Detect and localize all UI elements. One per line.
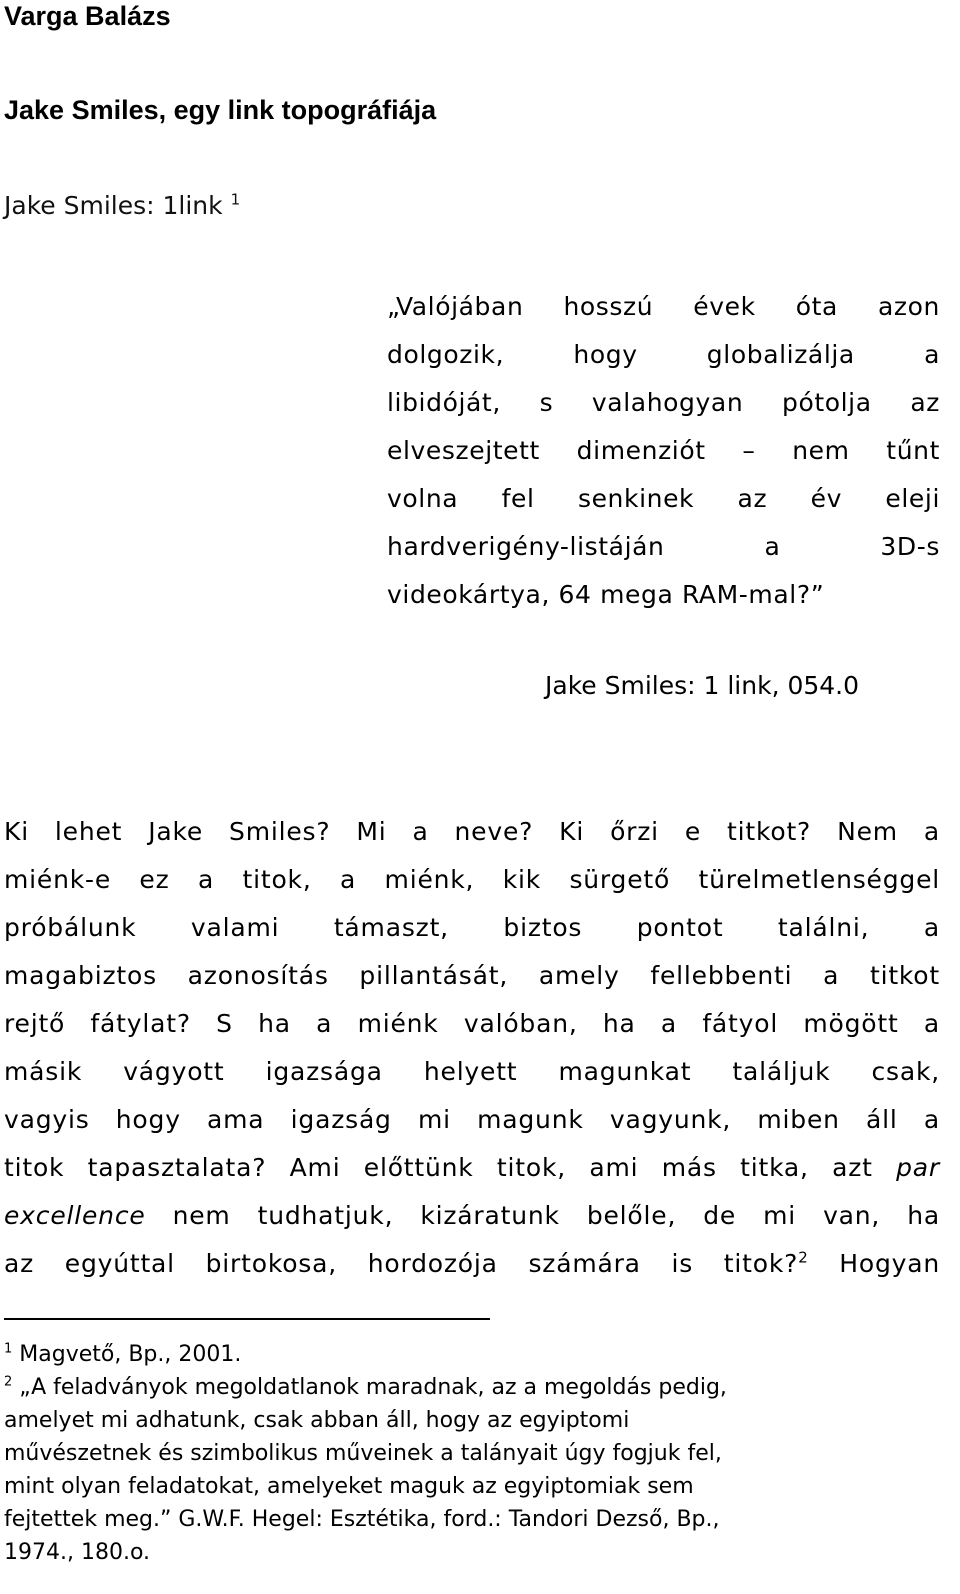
footnote-number: 2	[4, 1374, 13, 1390]
epigraph-line: dolgozik, hogy globalizálja a	[387, 340, 940, 369]
italic-term: par	[896, 1153, 940, 1182]
body-line	[4, 1144, 940, 1192]
footnote-line: fejtettek meg.” G.W.F. Hegel: Esztétika, ford.: Tandori Dezső, Bp.,	[4, 1507, 720, 1532]
footnote-text: Magvető, Bp., 2001.	[19, 1342, 242, 1367]
body-line: másik vágyott igazsága helyett magunkat találjuk csak,	[4, 1057, 940, 1086]
epigraph-line: libidóját, s valahogyan pótolja az	[387, 388, 940, 417]
footnote-ref-2[interactable]: 2	[798, 1248, 809, 1267]
footnote-line: mint olyan feladatokat, amelyeket maguk az egyiptomiak sem	[4, 1474, 694, 1499]
body-line: Ki lehet Jake Smiles? Mi a neve? Ki őrzi e titkot? Nem a	[4, 817, 940, 846]
epigraph-source: Jake Smiles: 1 link, 054.0	[545, 671, 860, 700]
body-line-text: az egyúttal birtokosa, hordozója számára is titok?	[4, 1249, 799, 1278]
body-line-text: titok tapasztalata? Ami előttünk titok, ami más titka, azt	[4, 1153, 873, 1182]
epigraph-line: „Valójában hosszú évek óta azon	[387, 292, 940, 321]
epigraph-line: volna fel senkinek az év eleji	[387, 484, 940, 513]
body-paragraph	[4, 808, 940, 1288]
footnote-line: 1974., 180.o.	[4, 1540, 151, 1565]
footnote-1	[4, 1338, 940, 1371]
footnotes	[4, 1338, 940, 1569]
footnote-2	[4, 1371, 940, 1404]
footnote-divider	[4, 1318, 490, 1320]
body-line: próbálunk valami támaszt, biztos pontot találni, a	[4, 913, 940, 942]
footnote-line: művészetnek és szimbolikus műveinek a talányait úgy fogjuk fel,	[4, 1441, 722, 1466]
subtitle-text: Jake Smiles: 1link	[4, 191, 223, 220]
body-line: vagyis hogy ama igazság mi magunk vagyunk, miben áll a	[4, 1105, 940, 1134]
epigraph-line: hardverigény-listáján a 3D-s	[387, 532, 940, 561]
footnote-text: „A feladványok megoldatlanok maradnak, az a megoldás pedig,	[19, 1375, 727, 1400]
author-name: Varga Balázs	[4, 1, 171, 31]
article-title: Jake Smiles, egy link topográfiája	[4, 95, 437, 125]
body-line: magabiztos azonosítás pillantását, amely fellebbenti a titkot	[4, 961, 940, 990]
body-line	[4, 1192, 940, 1240]
epigraph	[387, 283, 940, 619]
body-line-text: Hogyan	[808, 1249, 940, 1278]
body-line-text: nem tudhatjuk, kizáratunk belőle, de mi van, ha	[145, 1201, 940, 1230]
italic-term: excellence	[4, 1201, 146, 1230]
body-line: miénk-e ez a titok, a miénk, kik sürgető türelmetlenséggel	[4, 865, 940, 894]
epigraph-line: videokártya, 64 mega RAM-mal?”	[387, 580, 825, 609]
footnote-ref-1[interactable]: 1	[230, 190, 241, 209]
epigraph-line: elveszejtett dimenziót – nem tűnt	[387, 436, 940, 465]
footnote-line: amelyet mi adhatunk, csak abban áll, hogy az egyiptomi	[4, 1408, 630, 1433]
subtitle	[4, 190, 240, 222]
body-line	[4, 1240, 940, 1288]
body-line: rejtő fátylat? S ha a miénk valóban, ha a fátyol mögött a	[4, 1009, 940, 1038]
footnote-number: 1	[4, 1341, 13, 1357]
